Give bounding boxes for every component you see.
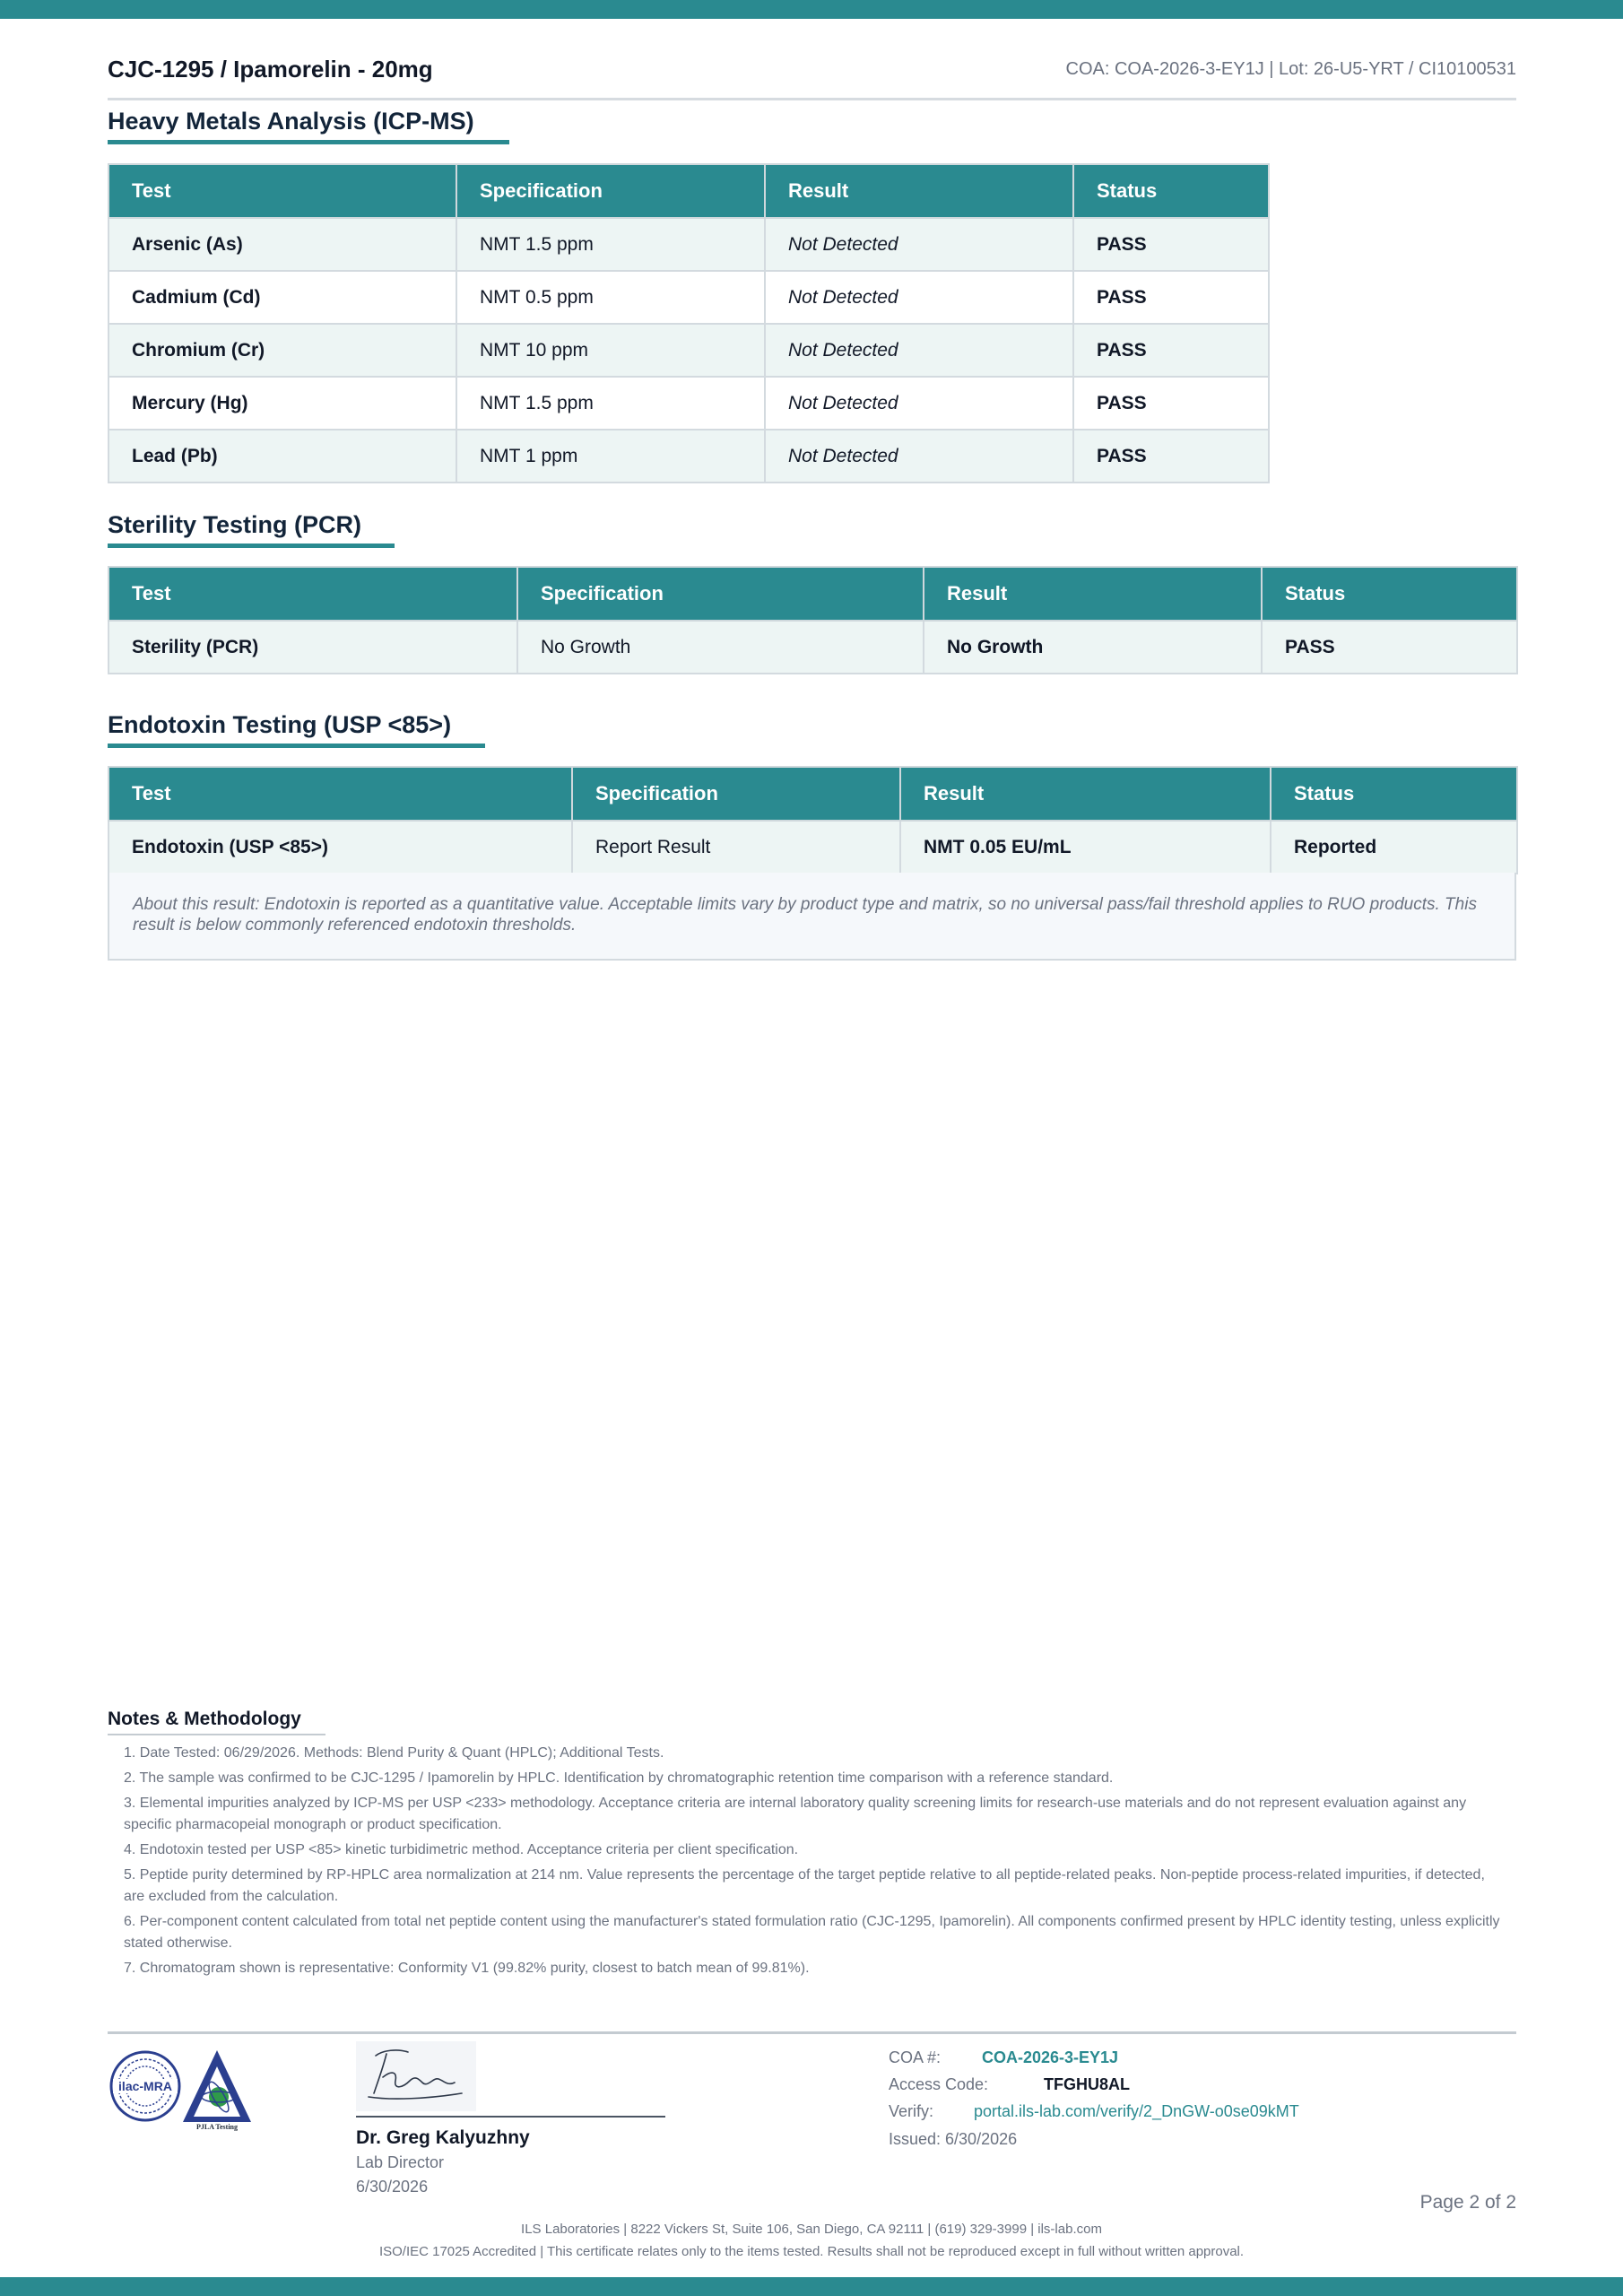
- test-name-cell: Endotoxin (USP <85>): [108, 821, 572, 874]
- column-header-result: Result: [765, 164, 1073, 218]
- result-cell: Not Detected: [765, 271, 1073, 324]
- column-header-result: Result: [924, 567, 1262, 621]
- accreditation-logos: [108, 2047, 253, 2133]
- status-cell: Reported: [1271, 821, 1517, 874]
- bottom-accent-band: [0, 2277, 1623, 2296]
- specification-cell: Report Result: [572, 821, 900, 874]
- table-header-row: [108, 164, 1269, 218]
- heavy-metals-section-title: Heavy Metals Analysis (ICP-MS): [108, 108, 474, 135]
- specification-cell: NMT 10 ppm: [456, 324, 765, 377]
- footer-disclaimer: ISO/IEC 17025 Accredited | This certificate relates only to the items tested. Results shall not be reproduced except in full without written approval.: [378, 2244, 1245, 2259]
- list-item: 7. Chromatogram shown is representative: Conformity V1 (99.82% purity, closest to batch mean of 99.81%).: [124, 1961, 810, 1976]
- endotoxin-table: [108, 766, 1518, 874]
- column-header-test: Test: [108, 567, 517, 621]
- svg-text:ilac-MRA: ilac-MRA: [118, 2079, 172, 2093]
- signature-line: [356, 2116, 665, 2118]
- table-header-row: [108, 767, 1517, 821]
- status-cell: PASS: [1073, 218, 1269, 271]
- status-cell: PASS: [1073, 324, 1269, 377]
- sterility-section-title: Sterility Testing (PCR): [108, 511, 362, 538]
- ilac-pjla-logos-icon: [108, 2047, 253, 2133]
- issued-date: Issued: 6/30/2026: [889, 2130, 1018, 2148]
- result-cell: Not Detected: [765, 430, 1073, 483]
- specification-cell: No Growth: [517, 621, 924, 674]
- list-item: 5. Peptide purity determined by RP-HPLC area normalization at 214 nm. Value represents the percentage of the target peptide relative to all peptide-related peaks. Non-peptide process-related impurities, if detected, are excluded from the calculation.: [124, 1867, 1485, 1904]
- sterility-title-underline: [108, 544, 395, 548]
- test-name-cell: Chromium (Cr): [108, 324, 456, 377]
- svg-text:PJLA Testing: PJLA Testing: [195, 2123, 239, 2131]
- access-code-label: Access Code:: [889, 2075, 989, 2093]
- table-row: [108, 430, 1269, 483]
- table-header-row: [108, 567, 1517, 621]
- access-code-value: TFGHU8AL: [1044, 2075, 1130, 2093]
- column-header-status: Status: [1262, 567, 1517, 621]
- specification-cell: NMT 0.5 ppm: [456, 271, 765, 324]
- result-cell: Not Detected: [765, 377, 1073, 430]
- page-number: Page 2 of 2: [1419, 2192, 1516, 2213]
- column-header-test: Test: [108, 164, 456, 218]
- result-cell: Not Detected: [765, 324, 1073, 377]
- specification-cell: NMT 1.5 ppm: [456, 218, 765, 271]
- page-header: [108, 54, 1516, 100]
- column-header-status: Status: [1271, 767, 1517, 821]
- coa-number-value: COA-2026-3-EY1J: [982, 2048, 1119, 2066]
- signatory-name: Dr. Greg Kalyuzhny: [356, 2127, 530, 2148]
- table-row: [108, 324, 1269, 377]
- column-header-specification: Specification: [456, 164, 765, 218]
- footer-divider: [108, 2031, 1516, 2034]
- status-cell: PASS: [1073, 430, 1269, 483]
- signature-date: 6/30/2026: [356, 2178, 429, 2196]
- column-header-specification: Specification: [572, 767, 900, 821]
- endotoxin-section-title: Endotoxin Testing (USP <85>): [108, 711, 452, 738]
- list-item: 1. Date Tested: 06/29/2026. Methods: Blend Purity & Quant (HPLC); Additional Tests.: [124, 1745, 664, 1761]
- status-cell: PASS: [1073, 377, 1269, 430]
- product-title: CJC-1295 / Ipamorelin - 20mg: [108, 56, 433, 83]
- table-row: [108, 377, 1269, 430]
- column-header-specification: Specification: [517, 567, 924, 621]
- heavy-metals-table: [108, 163, 1270, 483]
- list-item: 4. Endotoxin tested per USP <85> kinetic turbidimetric method. Acceptance criteria per client specification.: [124, 1842, 799, 1857]
- result-cell: No Growth: [924, 621, 1262, 674]
- table-row: [108, 271, 1269, 324]
- verify-link[interactable]: portal.ils-lab.com/verify/2_DnGW-o0se09kMT: [974, 2102, 1299, 2120]
- heavy-metals-title-underline: [108, 140, 509, 144]
- notes-title-underline: [108, 1734, 325, 1735]
- result-cell: NMT 0.05 EU/mL: [900, 821, 1271, 874]
- list-item: 2. The sample was confirmed to be CJC-1295 / Ipamorelin by HPLC. Identification by chromatographic retention time comparison with a reference standard.: [124, 1770, 1114, 1786]
- test-name-cell: Lead (Pb): [108, 430, 456, 483]
- test-name-cell: Arsenic (As): [108, 218, 456, 271]
- column-header-status: Status: [1073, 164, 1269, 218]
- notes-section-title: Notes & Methodology: [108, 1709, 301, 1729]
- test-name-cell: Sterility (PCR): [108, 621, 517, 674]
- table-row: [108, 621, 1517, 674]
- list-item: 6. Per-component content calculated from total net peptide content using the manufacturer's stated formulation ratio (CJC-1295, Ipamorelin). All components confirmed present by HPLC identity testing, unless explicitly stated otherwise.: [124, 1914, 1500, 1951]
- test-name-cell: Cadmium (Cd): [108, 271, 456, 324]
- specification-cell: NMT 1 ppm: [456, 430, 765, 483]
- list-item: 3. Elemental impurities analyzed by ICP-MS per USP <233> methodology. Acceptance criteria are internal laboratory quality screening limits for research-use materials and do not represent evaluation against any specific pharmacopeial monograph or product specification.: [124, 1796, 1467, 1832]
- sterility-table: [108, 566, 1518, 674]
- handwritten-signature-icon: [356, 2041, 476, 2111]
- signature-image: [356, 2041, 476, 2111]
- top-accent-band: [0, 0, 1623, 19]
- coa-lot-reference: COA: COA-2026-3-EY1J | Lot: 26-U5-YRT / CI10100531: [1065, 59, 1516, 79]
- status-cell: PASS: [1262, 621, 1517, 674]
- table-row: [108, 821, 1517, 874]
- column-header-test: Test: [108, 767, 572, 821]
- status-cell: PASS: [1073, 271, 1269, 324]
- endotoxin-result-note: About this result: Endotoxin is reported as a quantitative value. Acceptable limits vary by product type and matrix, so no universal pass/fail threshold applies to RUO products. This result is below commonly referenced endotoxin thresholds.: [108, 873, 1516, 961]
- notes-list: [124, 1743, 1505, 1983]
- result-cell: Not Detected: [765, 218, 1073, 271]
- test-name-cell: Mercury (Hg): [108, 377, 456, 430]
- specification-cell: NMT 1.5 ppm: [456, 377, 765, 430]
- column-header-result: Result: [900, 767, 1271, 821]
- signatory-role: Lab Director: [356, 2153, 445, 2171]
- table-row: [108, 218, 1269, 271]
- verify-label: Verify:: [889, 2102, 934, 2120]
- endotoxin-title-underline: [108, 744, 485, 748]
- coa-number-label: COA #:: [889, 2048, 942, 2066]
- footer-lab-address: ILS Laboratories | 8222 Vickers St, Suite 106, San Diego, CA 92111 | (619) 329-3999 | ils-lab.com: [521, 2222, 1102, 2237]
